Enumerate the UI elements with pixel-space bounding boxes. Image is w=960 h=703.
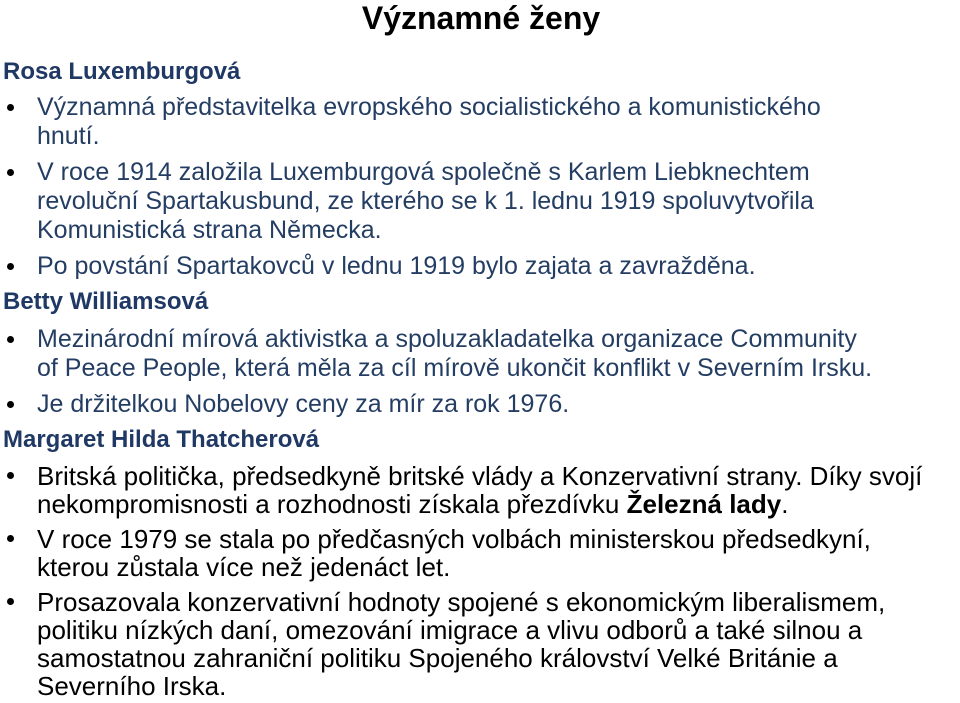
- bullet-item: [0, 93, 960, 151]
- bullet-line: Severního Irska.: [37, 671, 227, 701]
- bullet-marker: [7, 472, 14, 479]
- section-margaret-thatcherova: [0, 425, 960, 700]
- bullet-line: V roce 1914 založila Luxemburgová společně s Karlem Liebknechtem: [37, 158, 810, 186]
- bullet-item: [0, 462, 960, 518]
- section-betty-williamsova: [0, 287, 960, 419]
- bullet-marker: [7, 535, 14, 542]
- bullet-item: [0, 588, 960, 700]
- bullet-item: [0, 252, 960, 281]
- bullet-item: [0, 158, 960, 245]
- bullet-marker: [7, 401, 14, 408]
- bullet-item: [0, 325, 960, 383]
- bullet-line: of Peace People, která měla za cíl mírově ukončit konflikt v Severním Irsku.: [37, 354, 873, 382]
- section-heading: Margaret Hilda Thatcherová: [3, 426, 320, 453]
- bullet-line: Po povstání Spartakovců v lednu 1919 bylo zajata a zavražděna.: [37, 252, 756, 280]
- bullet-line-text: .: [781, 489, 789, 519]
- slide-title: Významné ženy: [361, 0, 601, 36]
- bullet-item: [0, 390, 960, 419]
- nickname-bold-text: Železná lady: [626, 489, 782, 519]
- section-heading: Rosa Luxemburgová: [3, 58, 241, 85]
- bullet-marker: [7, 263, 14, 270]
- bullet-line: Je držitelkou Nobelovy ceny za mír za rok 1976.: [37, 390, 570, 418]
- bullet-line: [37, 490, 960, 518]
- bullet-line-text: nekompromisnosti a rozhodnosti získala přezdívku: [37, 489, 627, 519]
- bullet-marker: [7, 169, 14, 176]
- bullet-line: V roce 1979 se stala po předčasných volbách ministerskou předsedkyní,: [37, 524, 871, 554]
- bullet-line: Významná představitelka evropského socialistického a komunistického: [37, 93, 821, 121]
- bullet-line: Prosazovala konzervativní hodnoty spojené s ekonomickým liberalismem,: [37, 587, 886, 617]
- bullet-marker: [7, 336, 14, 343]
- bullet-line: kterou zůstala více než jedenáct let.: [37, 552, 451, 582]
- section-rosa-luxemburgova: [0, 57, 960, 281]
- bullet-item: [0, 525, 960, 581]
- bullet-line: Britská politička, předsedkyně britské vlády a Konzervativní strany. Díky svojí: [37, 461, 923, 491]
- bullet-marker: [7, 598, 14, 605]
- bullet-line: revoluční Spartakusbund, ze kterého se k 1. lednu 1919 spoluvytvořila: [37, 187, 814, 215]
- bullet-line: Mezinárodní mírová aktivistka a spoluzakladatelka organizace Community: [37, 325, 857, 353]
- bullet-line: samostatnou zahraniční politiku Spojeného království Velké Británie a: [37, 643, 838, 673]
- bullet-line: hnutí.: [37, 122, 100, 150]
- bullet-line: politiku nízkých daní, omezování imigrace a vlivu odborů a také silnou a: [37, 615, 863, 645]
- slide-content: [0, 57, 960, 700]
- section-heading: Betty Williamsová: [3, 288, 209, 315]
- bullet-line: Komunistická strana Německa.: [37, 216, 382, 244]
- bullet-marker: [7, 104, 14, 111]
